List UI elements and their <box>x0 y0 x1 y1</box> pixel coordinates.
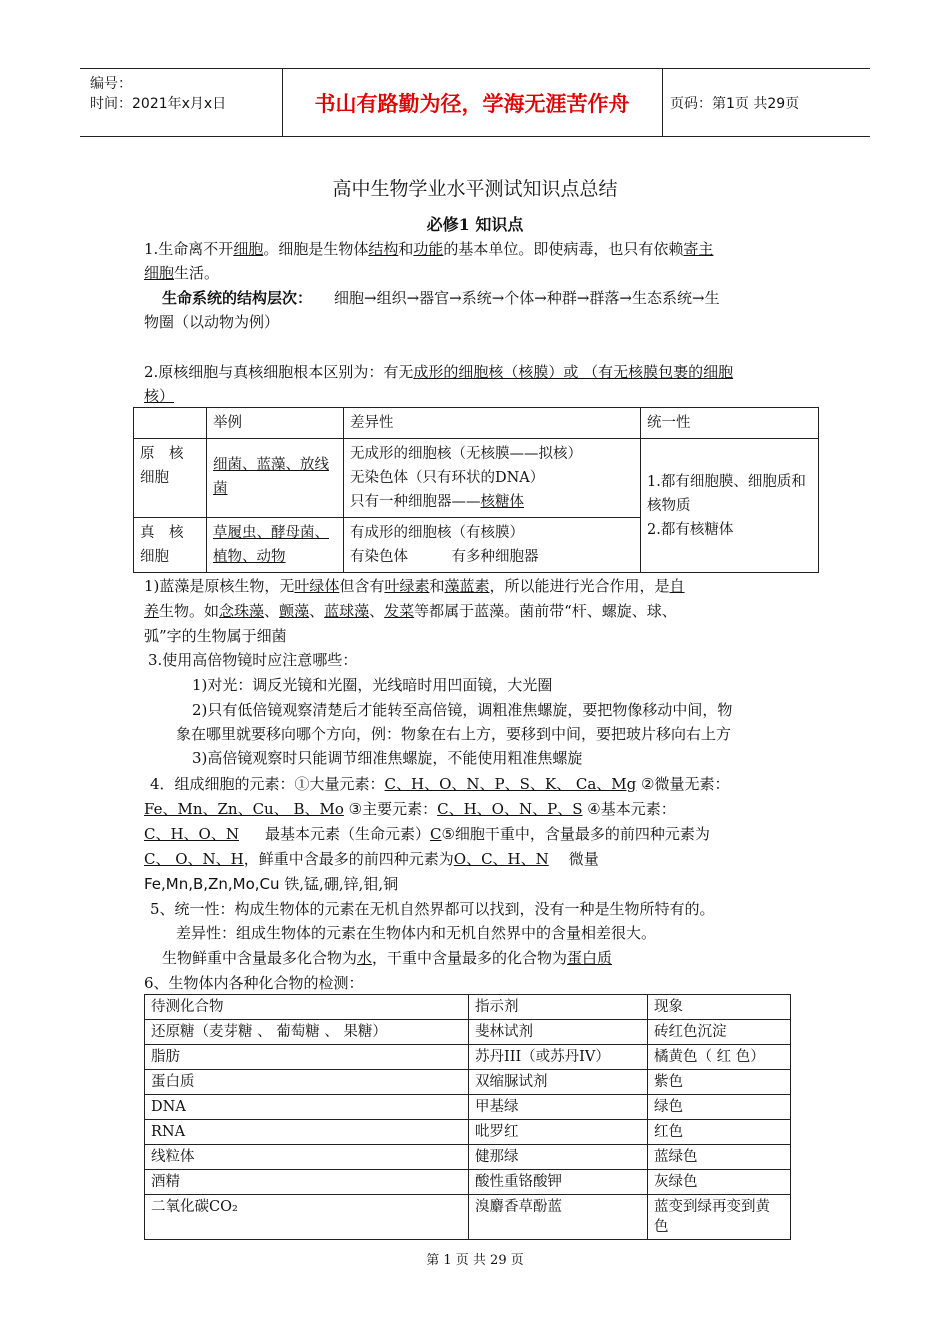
table-cell: 蛋白质 <box>145 1070 469 1095</box>
table-cell: 线粒体 <box>145 1145 469 1170</box>
time-label: 时间：2021年x月x日 <box>90 96 227 112</box>
table-cell: 灰绿色 <box>648 1170 791 1195</box>
table-row <box>145 1120 791 1145</box>
table-row <box>145 1070 791 1095</box>
elements-line-2: Fe、Mn、Zn、Cu、 B、Mo ③主要元素：C、H、O、N、P、S ④基本元素： <box>144 800 676 818</box>
difference-text: 差异性：组成生物体的元素在生物体内和无机自然界中的含量相差很大。 <box>176 924 657 942</box>
table-cell: RNA <box>145 1120 469 1145</box>
table-row <box>145 1045 791 1070</box>
table-cell: 斐林试剂 <box>469 1020 648 1045</box>
cell-comparison-table <box>133 407 819 573</box>
header-motto: 书山有路勤为径，学海无涯苦作舟 <box>282 69 663 136</box>
header-meta-cell <box>80 69 283 136</box>
difference-cell: 无成形的细胞核（无核膜——拟核） 无染色体（只有环状的DNA） 只有一种细胞器——核糖体 <box>344 439 641 518</box>
table-cell: DNA <box>145 1095 469 1120</box>
table-cell: 砖红色沉淀 <box>648 1020 791 1045</box>
algae-line-1: 1)蓝藻是原核生物，无叶绿体但含有叶绿素和藻蓝素，所以能进行光合作用，是自 <box>144 577 685 595</box>
microscope-step-2-cont: 象在哪里就要移向哪个方向，例：物象在右上方，要移到中间，要把玻片移向右上方 <box>176 725 732 743</box>
table-cell: 蓝绿色 <box>648 1145 791 1170</box>
life-system-levels-line-2: 物圈（以动物为例） <box>144 313 280 331</box>
elements-line-4: C、 O、N、H，鲜重中含最多的前四种元素为O、C、H、N 微量 <box>144 850 599 868</box>
section-subtitle: 必修1 知识点 <box>426 215 524 234</box>
table-cell: 苏丹III（或苏丹IV） <box>469 1045 648 1070</box>
algae-line-3: 弧”字的生物属于细菌 <box>144 627 287 645</box>
paragraph-2-line-1: 2.原核细胞与真核细胞根本区别为：有无成形的细胞核（核膜）或 （有无核膜包裹的细胞 <box>144 363 734 381</box>
elements-line-1: 4．组成细胞的元素：①大量元素：C、H、O、N、P、S、K、 Ca、Mg ②微量无素： <box>150 775 730 793</box>
page-title: 高中生物学业水平测试知识点总结 <box>332 178 618 200</box>
table-cell: 蓝变到绿再变到黄色 <box>648 1195 791 1240</box>
example-cell: 细菌、蓝藻、放线菌 <box>207 439 344 518</box>
table-cell: 吡罗红 <box>469 1120 648 1145</box>
table-row <box>145 1145 791 1170</box>
page-footer: 第 1 页 共 29 页 <box>426 1253 524 1268</box>
microscope-title: 3.使用高倍物镜时应注意哪些： <box>148 651 358 669</box>
paragraph-1-line-2: 细胞生活。 <box>144 264 220 282</box>
table-row <box>134 439 819 518</box>
table-header-cell <box>134 408 207 439</box>
table-header-cell: 统一性 <box>641 408 819 439</box>
table-header-cell: 指示剂 <box>469 995 648 1020</box>
number-label: 编号： <box>90 76 132 92</box>
table-cell: 双缩脲试剂 <box>469 1070 648 1095</box>
table-cell: 绿色 <box>648 1095 791 1120</box>
unity-text: 5、统一性：构成生物体的元素在无机自然界都可以找到，没有一种是生物所特有的。 <box>150 900 715 918</box>
algae-line-2: 养生物。如念珠藻、颤藻、蓝球藻、发菜等都属于蓝藻。菌前带“杆、螺旋、球、 <box>144 602 677 620</box>
table-header-cell: 举例 <box>207 408 344 439</box>
compound-content-line: 生物鲜重中含量最多化合物为水，干重中含量最多的化合物为蛋白质 <box>162 949 613 967</box>
table-header-cell: 待测化合物 <box>145 995 469 1020</box>
table-cell: 橘黄色（ 红 色） <box>648 1045 791 1070</box>
life-system-levels: 生命系统的结构层次： 细胞→组织→器官→系统→个体→种群→群落→生态系统→生 <box>162 289 720 307</box>
table-row <box>145 1020 791 1045</box>
table-row <box>145 1170 791 1195</box>
table-row <box>145 1195 791 1240</box>
table-header-cell: 现象 <box>648 995 791 1020</box>
document-header <box>80 68 870 137</box>
difference-cell: 有成形的细胞核（有核膜） 有染色体 有多种细胞器 <box>344 518 641 573</box>
table-row <box>145 1095 791 1120</box>
detection-title: 6、生物体内各种化合物的检测： <box>144 974 364 992</box>
table-header-row <box>145 995 791 1020</box>
example-cell: 草履虫、酵母菌、植物、动物 <box>207 518 344 573</box>
table-cell: 紫色 <box>648 1070 791 1095</box>
table-cell: 酒精 <box>145 1170 469 1195</box>
microscope-step-1: 1)对光：调反光镜和光圈，光线暗时用凹面镜，大光圈 <box>192 676 553 694</box>
paragraph-2-line-2: 核） <box>144 387 175 405</box>
table-cell: 脂肪 <box>145 1045 469 1070</box>
microscope-step-3: 3)高倍镜观察时只能调节细准焦螺旋，不能使用粗准焦螺旋 <box>192 749 583 767</box>
row-label: 原 核 细胞 <box>134 439 207 518</box>
elements-line-5: Fe,Mn,B,Zn,Mo,Cu 铁,锰,硼,锌,钼,铜 <box>144 875 399 893</box>
elements-line-3: C、H、O、N 最基本元素（生命元素）C⑤细胞干重中，含量最多的前四种元素为 <box>144 825 710 843</box>
table-cell: 红色 <box>648 1120 791 1145</box>
table-cell: 二氧化碳CO₂ <box>145 1195 469 1240</box>
table-header-row <box>134 408 819 439</box>
header-page-info: 页码：第1页 共29页 <box>670 95 800 112</box>
table-cell: 健那绿 <box>469 1145 648 1170</box>
unity-cell: 1.都有细胞膜、细胞质和核物质 2.都有核糖体 <box>641 439 819 573</box>
table-header-cell: 差异性 <box>344 408 641 439</box>
table-cell: 甲基绿 <box>469 1095 648 1120</box>
compound-detection-table <box>144 994 791 1240</box>
table-cell: 酸性重铬酸钾 <box>469 1170 648 1195</box>
row-label: 真 核 细胞 <box>134 518 207 573</box>
paragraph-1-line-1: 1.生命离不开细胞。细胞是生物体结构和功能的基本单位。即使病毒，也只有依赖寄主 <box>144 240 714 258</box>
table-cell: 溴麝香草酚蓝 <box>469 1195 648 1240</box>
table-cell: 还原糖（麦芽糖 、 葡萄糖 、 果糖） <box>145 1020 469 1045</box>
microscope-step-2: 2)只有低倍镜观察清楚后才能转至高倍镜，调粗准焦螺旋，要把物像移动中间，物 <box>192 701 733 719</box>
